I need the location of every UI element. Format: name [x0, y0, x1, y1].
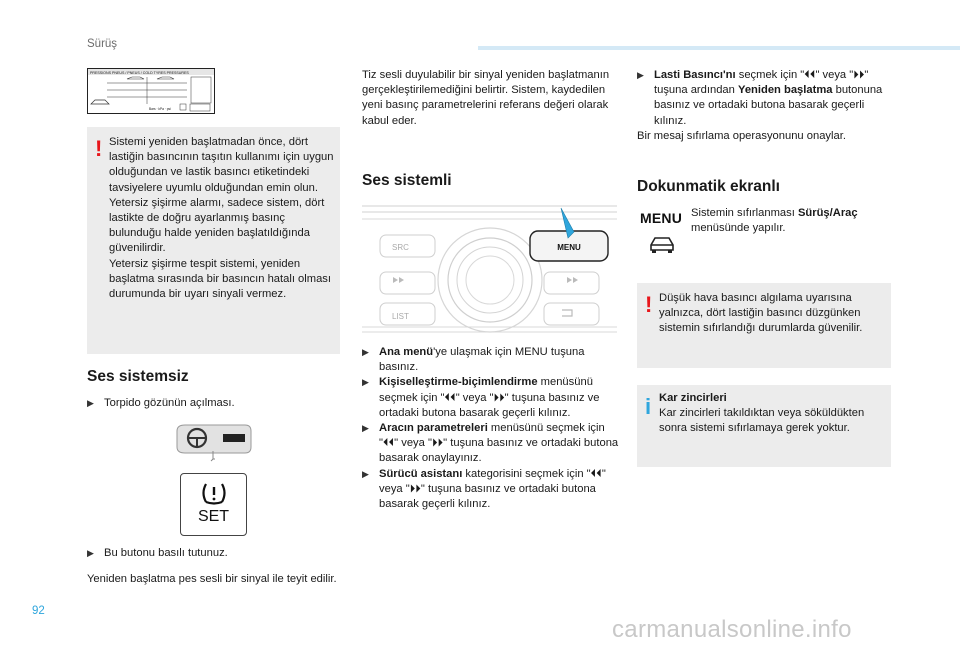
menu-key-icon: MENU [640, 210, 683, 226]
bullet-arrow-icon: ▶ [637, 70, 644, 80]
bullet-arrow-icon: ▶ [362, 347, 369, 357]
warning-box-touchscreen [637, 283, 891, 368]
header-bar [478, 46, 960, 50]
car-icon [648, 234, 676, 254]
info-title: Kar zincirleri [659, 392, 727, 404]
page-number: 92 [32, 605, 45, 617]
bullet-hold-button: ▶ Bu butonu basılı tutunuz. [87, 546, 342, 561]
bullet-glovebox: ▶ Torpido gözünün açılması. [87, 396, 342, 411]
step-main-menu: ▶ Ana menü'ye ulaşmak için MENU tuşuna basınız. [362, 345, 620, 375]
watermark: carmanualsonline.info [612, 616, 852, 643]
warning-text: Düşük hava basıncı algılama uyarısına yalnızca, dört lastiğin basıncı düzgünken sistemin sıfırlandığı durumlarda güvenilir. [659, 292, 863, 335]
bullet-arrow-icon: ▶ [87, 398, 94, 408]
bullet-arrow-icon: ▶ [362, 468, 369, 479]
tpms-set-button[interactable] [180, 473, 247, 536]
section-header: Sürüş [87, 38, 118, 50]
warning-icon: ! [95, 136, 103, 161]
audio-panel-illustration [362, 200, 617, 335]
confirm-message-text: Bir mesaj sıfırlama operasyonunu onaylar. [637, 130, 846, 142]
step-vehicle-parameters: ▶ Aracın parametreleri menüsünü seçmek için "⏴⏴" veya "⏵⏵" tuşuna basınız ve ortadaki butona basarak onaylayınız. [362, 421, 620, 467]
bullet-arrow-icon: ▶ [362, 377, 369, 388]
tyre-pressure-label-image [87, 68, 215, 114]
heading-ses-sistemli: Ses sistemli [362, 172, 452, 189]
heading-ses-sistemsiz: Ses sistemsiz [87, 368, 189, 385]
bullet-arrow-icon: ▶ [362, 423, 369, 434]
audio-steps-list [362, 345, 620, 512]
bullet-arrow-icon: ▶ [87, 548, 94, 558]
step-tyre-pressure: ▶ Lasti Basıncı'nı seçmek için "⏴⏴" veya "⏵⏵" tuşuna ardından Yeniden başlatma butonuna basınız ve ortadaki butona basarak geçerli kılınız. [637, 68, 892, 129]
set-label: SET [197, 508, 230, 525]
step-personalisation: ▶ Kişiselleştirme-biçimlendirme menüsünü seçmek için "⏴⏴" veya "⏵⏵" tuşuna basınız ve ortadaki butona basarak geçerli kılınız. [362, 375, 620, 421]
label-title: PRESSIONS PNEUS / PNEUS / COLD TYRES PRESSURES [90, 71, 189, 75]
warning-text: Sistemi yeniden başlatmadan önce, dört lastiğin basıncının taşıtın kullanımı için uygun olduğundan ve lastik basıncı etiketindeki tavsiyelere uyumlu olduğundan emin olun. Yetersiz şişirme alarmı, sadece sistem, dört lastikte de doğru ayarlanmış basınç bulunduğu halde yeniden başlatıldığında güvenilirdir. Yetersiz şişirme tespit sistemi, yeniden başlatma sırasında bir basıncın hatalı olması durumunda bir uyarı sinyali vermez. [109, 136, 334, 301]
info-icon: i [645, 394, 652, 419]
heading-dokunmatik-ekranli: Dokunmatik ekranlı [637, 178, 780, 195]
panel-menu-label: MENU [557, 243, 581, 252]
intro-text: Tiz sesli duyulabilir bir sinyal yeniden başlatmanın gerçekleştirilemediğini belirtir. Sistem, kaydedilen yeni basınç parametrelerini referans değeri olarak kabul eder. [362, 69, 610, 127]
info-box-snow-chains [637, 385, 891, 467]
label-bottom-text: Bars · kPa · psi [149, 107, 171, 111]
warning-box [87, 127, 340, 354]
confirm-beep-text: Yeniden başlatma pes sesli bir sinyal ile teyit edilir. [87, 573, 337, 585]
panel-list-label: LIST [392, 312, 409, 321]
panel-src-label: SRC [392, 243, 409, 252]
reset-location-text: Sistemin sıfırlanması Sürüş/Araç menüsünde yapılır. [691, 207, 858, 235]
info-text: Kar zincirleri takıldıktan veya söküldükten sonra sistemi sıfırlamaya gerek yoktur. [659, 407, 865, 435]
step-driver-assistance: ▶ Sürücü asistanı kategorisini seçmek için "⏴⏴" veya "⏵⏵" tuşuna basınız ve ortadaki butona basarak geçerli kılınız. [362, 467, 620, 513]
warning-icon: ! [645, 292, 653, 317]
glovebox-illustration [175, 423, 253, 465]
tyre-pressure-warning-icon [200, 481, 228, 507]
